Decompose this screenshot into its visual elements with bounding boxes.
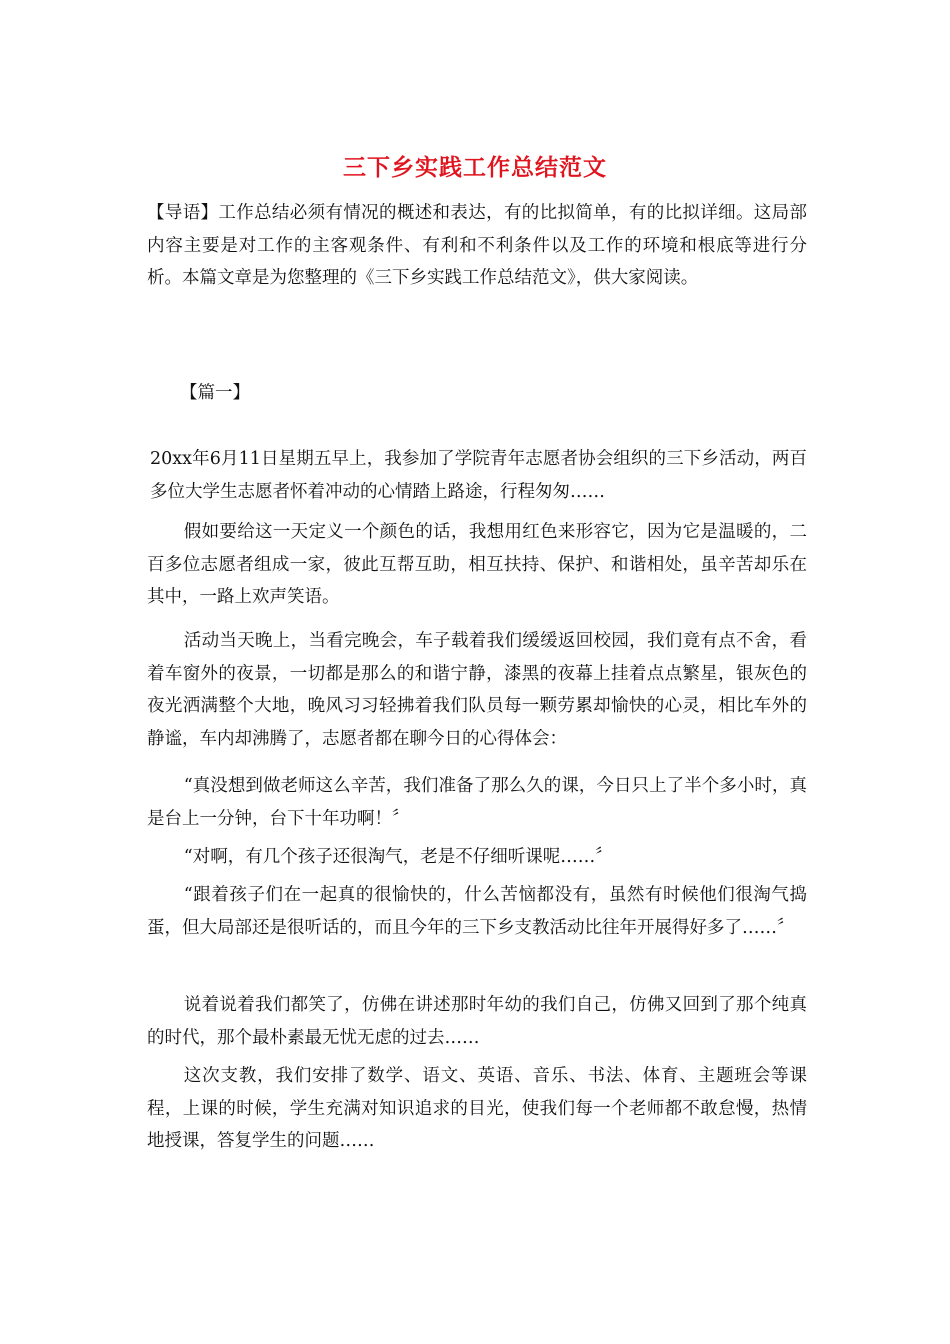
body-paragraph-2: 假如要给这一天定义一个颜色的话，我想用红色来形容它，因为它是温暖的，二百多位志愿者组成一家，彼此互帮互助，相互扶持、保护、和谐相处，虽辛苦却乐在其中，一路上欢声笑语。 <box>147 522 807 607</box>
body-paragraph-5: 这次支教，我们安排了数学、语文、英语、音乐、书法、体育、主题班会等课程，上课的时候，学生充满对知识追求的目光，使我们每一个老师都不敢怠慢，热情地授课，答复学生的问题…… <box>147 1066 807 1151</box>
quote-paragraph-2: “对啊，有几个孩子还很淘气，老是不仔细听课呢……〞 <box>183 847 613 867</box>
body-paragraph-3: 活动当天晚上，当看完晚会，车子载着我们缓缓返回校园，我们竟有点不舍，看着车窗外的夜景，一切都是那么的和谐宁静，漆黑的夜幕上挂着点点繁星，银灰色的夜光洒满整个大地，晚风习习轻拂着我们队员每一颗劳累却愉快的心灵，相比车外的静谧，车内却沸腾了，志愿者都在聊今日的心得体会： <box>147 631 807 749</box>
body-paragraph-1: 20xx年6月11日星期五早上，我参加了学院青年志愿者协会组织的三下乡活动，两百多位大学生志愿者怀着冲动的心情踏上路途，行程匆匆…… <box>150 449 807 502</box>
section-heading: 【篇一】 <box>180 383 250 403</box>
body-paragraph-4: 说着说着我们都笑了，仿佛在讲述那时年幼的我们自己，仿佛又回到了那个纯真的时代，那个最朴素最无忧无虑的过去…… <box>147 995 807 1048</box>
quote-paragraph-3: “跟着孩子们在一起真的很愉快的，什么苦恼都没有，虽然有时候他们很淘气捣蛋，但大局部还是很听话的，而且今年的三下乡支教活动比往年开展得好多了……〞 <box>147 885 807 938</box>
intro-paragraph: 【导语】工作总结必须有情况的概述和表达，有的比拟简单，有的比拟详细。这局部内容主要是对工作的主客观条件、有利和不利条件以及工作的环境和根底等进行分析。本篇文章是为您整理的《三下乡实践工作总结范文》，供大家阅读。 <box>147 203 807 288</box>
quote-paragraph-1: “真没想到做老师这么辛苦，我们准备了那么久的课，今日只上了半个多小时，真是台上一分钟，台下十年功啊！〞 <box>147 776 807 829</box>
document-title: 三下乡实践工作总结范文 <box>343 154 607 181</box>
